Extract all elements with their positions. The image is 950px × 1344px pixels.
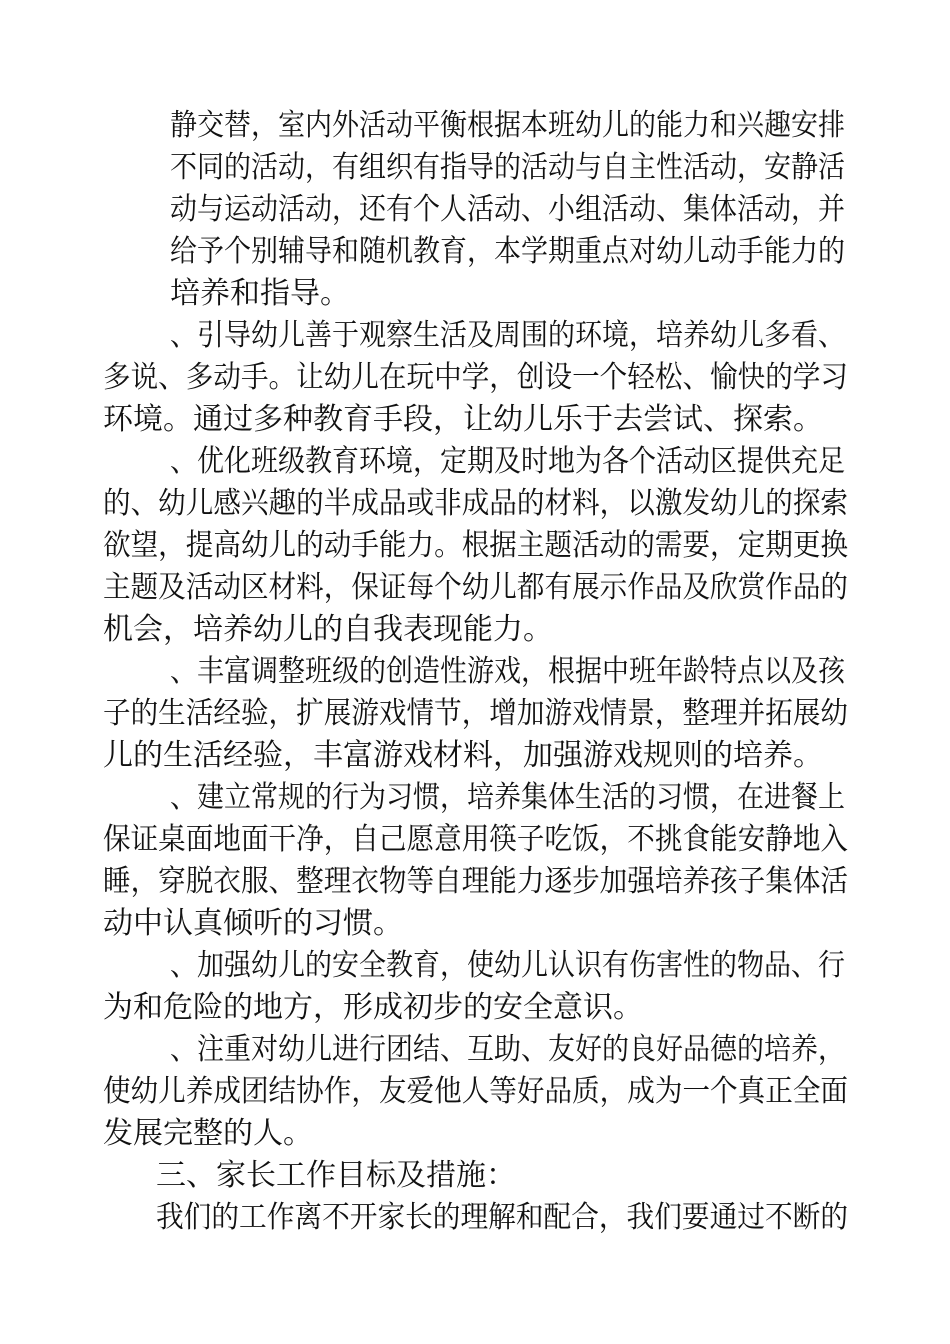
paragraph-first-line: 、引导幼儿善于观察生活及周围的环境，培养幼儿多看、 [170, 318, 845, 353]
text-line: 不同的活动，有组织有指导的活动与自主性活动，安静活 [170, 150, 845, 185]
text-line: 睡，穿脱衣服、整理衣物等自理能力逐步加强培养孩子集体活 [103, 864, 848, 899]
text-line: 我们的工作离不开家长的理解和配合，我们要通过不断的 [156, 1200, 848, 1235]
section-heading: 三、家长工作目标及措施： [156, 1158, 516, 1193]
text-line: 主题及活动区材料，保证每个幼儿都有展示作品及欣赏作品的 [103, 570, 848, 605]
text-line: 多说、多动手。让幼儿在玩中学，创设一个轻松、愉快的学习 [103, 360, 848, 395]
paragraph-first-line: 、注重对幼儿进行团结、互助、友好的良好品德的培养， [170, 1032, 845, 1067]
text-line: 发展完整的人。 [103, 1116, 313, 1151]
paragraph-first-line: 、加强幼儿的安全教育，使幼儿认识有伤害性的物品、行 [170, 948, 845, 983]
text-line: 子的生活经验，扩展游戏情节，增加游戏情景，整理并拓展幼 [103, 696, 848, 731]
text-line: 保证桌面地面干净，自己愿意用筷子吃饭，不挑食能安静地入 [103, 822, 848, 857]
text-line: 静交替，室内外活动平衡根据本班幼儿的能力和兴趣安排 [170, 108, 845, 143]
paragraph-first-line: 、建立常规的行为习惯，培养集体生活的习惯，在进餐上 [170, 780, 845, 815]
text-line: 动中认真倾听的习惯。 [103, 906, 403, 941]
paragraph-first-line: 、优化班级教育环境，定期及时地为各个活动区提供充足 [170, 444, 845, 479]
text-line: 使幼儿养成团结协作，友爱他人等好品质，成为一个真正全面 [103, 1074, 848, 1109]
text-line: 动与运动活动，还有个人活动、小组活动、集体活动，并 [170, 192, 845, 227]
text-line: 培养和指导。 [170, 276, 350, 311]
text-line: 欲望，提高幼儿的动手能力。根据主题活动的需要，定期更换 [103, 528, 848, 563]
text-line: 儿的生活经验，丰富游戏材料，加强游戏规则的培养。 [103, 738, 823, 773]
text-line: 机会，培养幼儿的自我表现能力。 [103, 612, 553, 647]
text-line: 环境。通过多种教育手段，让幼儿乐于去尝试、探索。 [103, 402, 823, 437]
text-line: 给予个别辅导和随机教育，本学期重点对幼儿动手能力的 [170, 234, 845, 269]
text-line: 为和危险的地方，形成初步的安全意识。 [103, 990, 643, 1025]
paragraph-first-line: 、丰富调整班级的创造性游戏，根据中班年龄特点以及孩 [170, 654, 845, 689]
text-line: 的、幼儿感兴趣的半成品或非成品的材料，以激发幼儿的探索 [103, 486, 848, 521]
